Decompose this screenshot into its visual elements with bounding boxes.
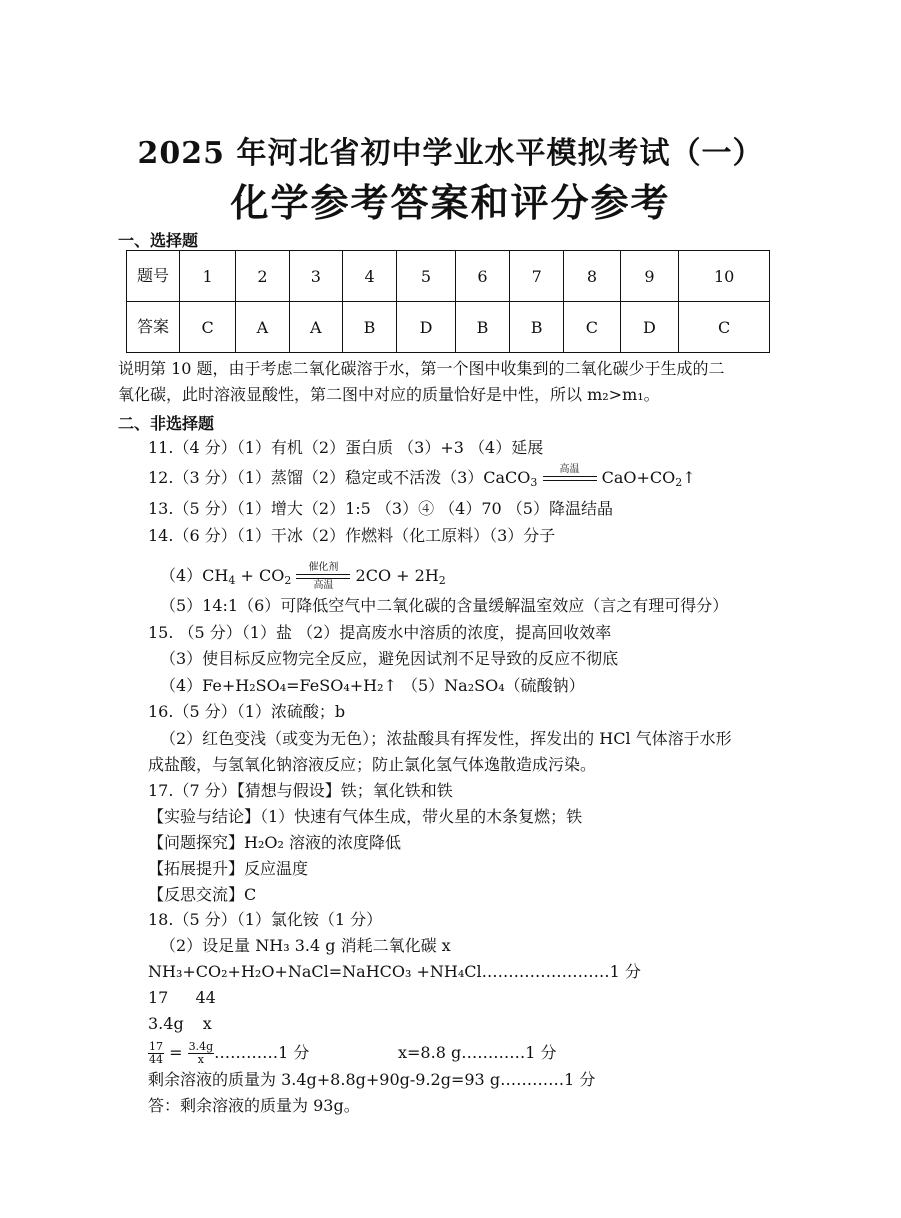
answer-q18-masses: 17 44 (148, 988, 216, 1007)
reaction-condition (296, 562, 350, 591)
answer-q15-line2: （3）使目标反应物完全反应，避免因试剂不足导致的反应不彻底 (160, 649, 619, 668)
table-cell: B (510, 302, 564, 353)
row-label-number: 题号 (127, 251, 180, 302)
table-cell: C (180, 302, 236, 353)
answer-q12: 12.（3 分）（1）蒸馏（2）稳定或不活泼（3）CaCO$_3$ 高温 $CaO+CO_2↑$ (148, 464, 696, 494)
answer-q17-line2: 【实验与结论】（1）快速有气体生成，带火星的木条复燃；铁 (148, 807, 583, 826)
table-cell: D (620, 302, 679, 353)
answer-q18-line2: （2）设足量 NH₃ 3.4 g 消耗二氧化碳 x (160, 936, 451, 955)
answer-q14-line1: 14.（6 分）（1）干冰（2）作燃料（化工原料）（3）分子 (148, 526, 556, 545)
answer-q11: 11.（4 分）（1）有机（2）蛋白质 （3）+3 （4）延展 (148, 438, 544, 457)
condition-label: 高温 (559, 464, 580, 475)
answer-q14-equation: $(4)CH_4 + CO_2$ 催化剂 高温 $2CO + 2H_2$ (160, 562, 446, 591)
row-label-answer: 答案 (127, 302, 180, 353)
table-cell: C (564, 302, 620, 353)
answer-q17-line4: 【拓展提升】反应温度 (148, 859, 309, 878)
table-cell: 6 (455, 251, 509, 302)
equation-part: （4）CH (160, 566, 229, 585)
q12-product: CaO+CO (601, 468, 676, 487)
answer-q16-line2: （2）红色变浅（或变为无色）；浓盐酸具有挥发性，挥发出的 HCl 气体溶于水形 (160, 729, 732, 748)
table-cell: 10 (679, 251, 770, 302)
answer-q18-amounts: 3.4g x (148, 1014, 212, 1033)
table-cell: 5 (397, 251, 456, 302)
table-cell: 4 (342, 251, 396, 302)
page-subtitle: 化学参考答案和评分参考 (230, 180, 671, 225)
answer-q18-final: 答：剩余溶液的质量为 93g。 (148, 1096, 360, 1115)
answer-q18-result: x=8.8 g…………1 分 (398, 1043, 557, 1062)
table-cell: B (455, 302, 509, 353)
table-cell: D (397, 302, 456, 353)
note-line: 说明第 10 题，由于考虑二氧化碳溶于水，第一个图中收集到的二氧化碳少于生成的二 (118, 359, 725, 378)
denominator: 44 (149, 1053, 163, 1066)
q12-text: 12.（3 分）（1）蒸馏（2）稳定或不活泼（3）CaCO (148, 468, 531, 487)
answer-table (126, 250, 770, 353)
table-cell: 9 (620, 251, 679, 302)
table-cell: C (679, 302, 770, 353)
section-1-title: 一、选择题 (118, 231, 199, 250)
answer-q18-proportion: $\frac{17}{44}$ = $\frac{3.4g}{x}$ …………1 分 (149, 1040, 310, 1066)
answer-q15-line1: 15. （5 分）（1）盐 （2）提高废水中溶质的浓度，提高回收效率 (148, 623, 612, 642)
answer-q13: 13.（5 分）（1）增大（2）1:5 （3）④ （4）70 （5）降温结晶 (148, 499, 613, 518)
numerator: 3.4g (188, 1040, 214, 1053)
table-cell: 2 (236, 251, 289, 302)
answer-q18-calc: 剩余溶液的质量为 3.4g+8.8g+90g-9.2g=93 g…………1 分 (148, 1070, 596, 1089)
answer-q16-line1: 16.（5 分）（1）浓硫酸；b (148, 702, 346, 721)
note-line: 氧化碳，此时溶液显酸性，第二图中对应的质量恰好是中性，所以 m₂>m₁。 (118, 385, 660, 404)
answer-q18-equation: NH₃+CO₂+H₂O+NaCl=NaHCO₃ +NH₄Cl……………………1 分 (148, 962, 641, 981)
reaction-condition (543, 464, 597, 493)
fraction (148, 1041, 164, 1066)
condition-label: 高温 (313, 580, 334, 591)
equation-part: 2CO + 2H (355, 566, 439, 585)
answer-q16-line3: 成盐酸，与氢氧化钠溶液反应；防止氯化氢气体逸散造成污染。 (148, 755, 597, 774)
fraction (188, 1041, 215, 1066)
table-cell: B (342, 302, 396, 353)
score-mark: …………1 分 (214, 1043, 310, 1062)
answer-q17-line1: 17.（7 分）【猜想与假设】铁；氧化铁和铁 (148, 781, 453, 800)
table-cell: 7 (510, 251, 564, 302)
condition-label: 催化剂 (308, 562, 339, 573)
answer-q18-line1: 18.（5 分）（1）氯化铵（1 分） (148, 910, 383, 929)
equation-part: + CO (240, 566, 285, 585)
denominator: x (197, 1053, 204, 1066)
numerator: 17 (149, 1040, 163, 1053)
table-cell: A (236, 302, 289, 353)
answer-q15-line3: （4）Fe+H₂SO₄=FeSO₄+H₂↑ （5）Na₂SO₄（硫酸钠） (160, 676, 585, 695)
answer-q14-line3: （5）14:1（6）可降低空气中二氧化碳的含量缓解温室效应（言之有理可得分） (160, 596, 729, 615)
answer-q17-line3: 【问题探究】H₂O₂ 溶液的浓度降低 (148, 833, 401, 852)
table-row-answers (127, 302, 770, 353)
table-cell: 3 (289, 251, 342, 302)
table-cell: 1 (180, 251, 236, 302)
answer-q17-line5: 【反思交流】C (148, 885, 257, 904)
page-title: 2025 年河北省初中学业水平模拟考试（一） (137, 136, 764, 171)
table-row-numbers (127, 251, 770, 302)
table-cell: 8 (564, 251, 620, 302)
section-2-title: 二、非选择题 (118, 414, 215, 433)
table-cell: A (289, 302, 342, 353)
